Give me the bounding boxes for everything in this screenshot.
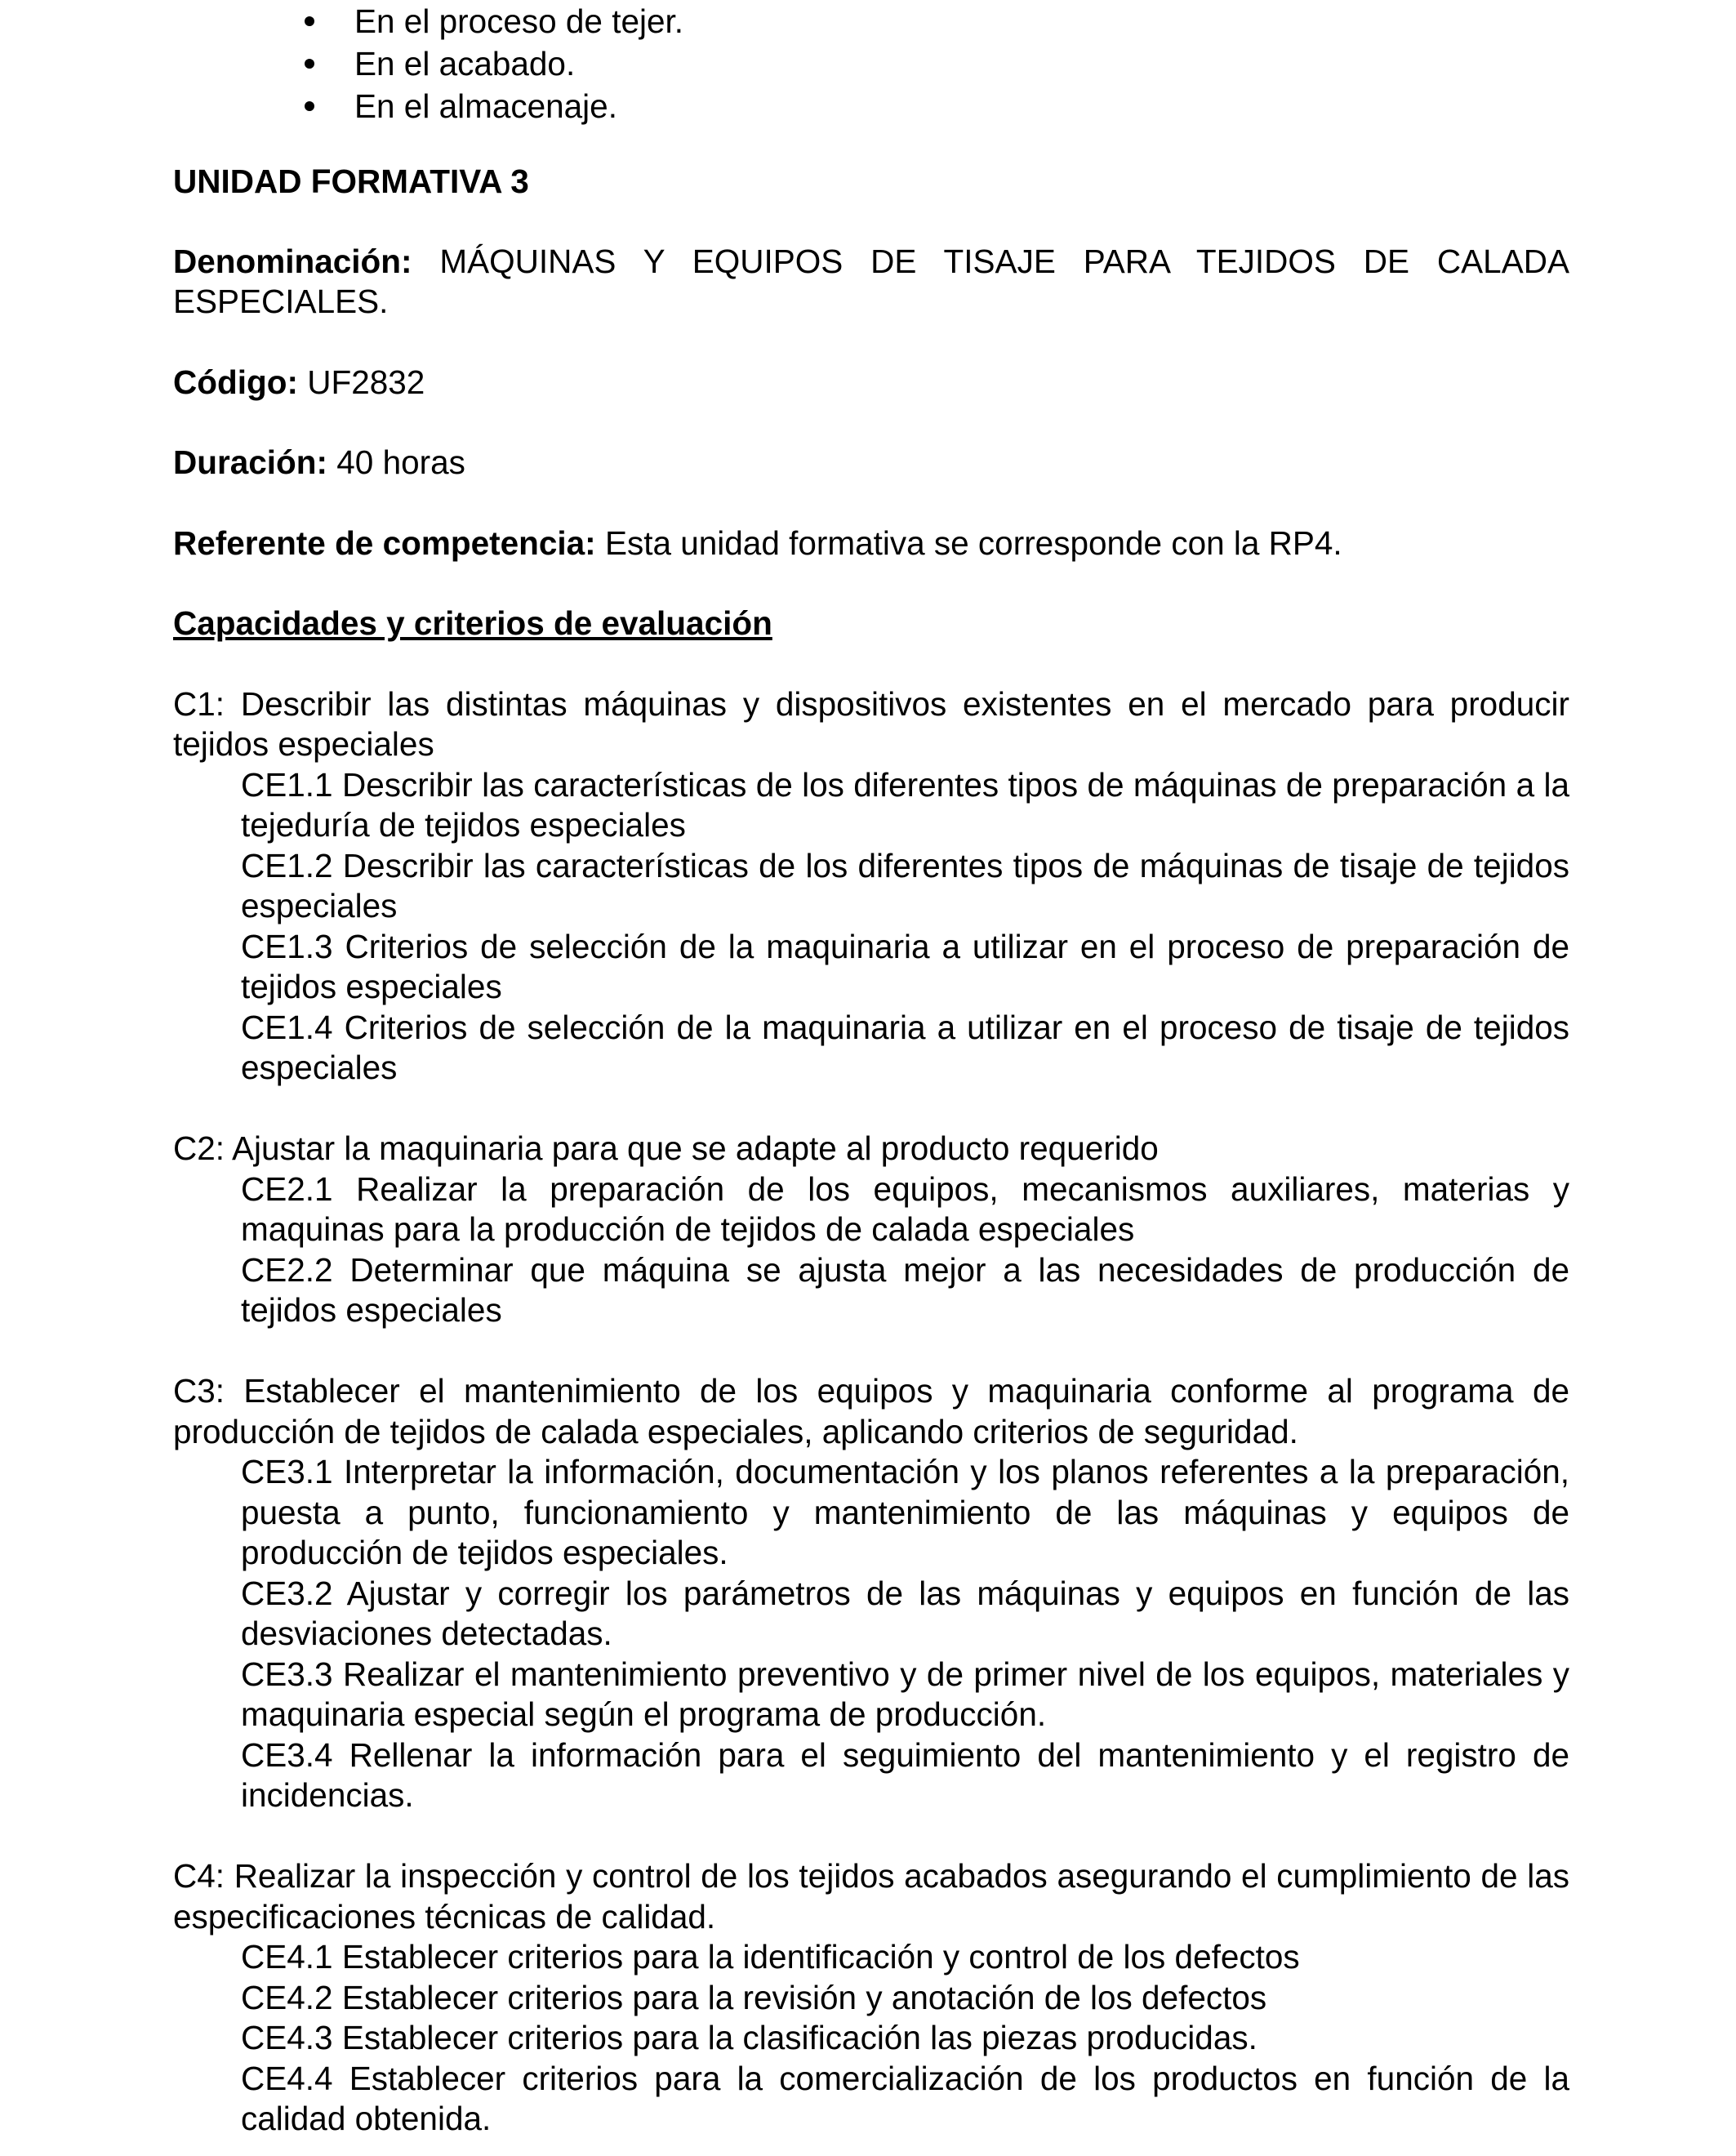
capacidad-text: C4: Realizar la inspección y control de los tejidos acabados asegurando el cumplimiento de las especificaciones técnicas de calidad. <box>173 1857 1569 1936</box>
capacidad-text: C1: Describir las distintas máquinas y dispositivos existentes en el mercado para producir tejidos especiales <box>173 684 1569 763</box>
criterio-text: CE3.1 Interpretar la información, documentación y los planos referentes a la preparación, puesta a punto, funcionamiento y mantenimiento de las máquinas y equipos de producción de tejidos especiales. <box>241 1453 1569 1571</box>
bullet-list <box>173 0 1569 127</box>
criterio-text: CE3.3 Realizar el mantenimiento preventivo y de primer nivel de los equipos, materiales y maquinaria especial según el programa de producción. <box>241 1655 1569 1733</box>
capacidad-block <box>173 1371 1569 1816</box>
denominacion-field <box>173 242 1569 323</box>
bullet-icon <box>305 101 314 111</box>
capacidad-text: C2: Ajustar la maquinaria para que se adapte al producto requerido <box>173 1129 1159 1167</box>
duracion-value: 40 horas <box>336 443 465 481</box>
duracion-field <box>173 443 1569 483</box>
bullet-icon <box>305 59 314 69</box>
capacidad-block <box>173 1856 1569 2140</box>
section-title: Capacidades y criterios de evaluación <box>173 604 772 642</box>
criterio-text: CE1.3 Criterios de selección de la maquinaria a utilizar en el proceso de preparación de tejidos especiales <box>241 927 1569 1005</box>
duracion-label: Duración: <box>173 443 328 481</box>
list-item-text: En el almacenaje. <box>354 87 617 125</box>
criterio-text: CE2.2 Determinar que máquina se ajusta mejor a las necesidades de producción de tejidos especiales <box>241 1250 1569 1329</box>
criterio-text: CE3.2 Ajustar y corregir los parámetros de las máquinas y equipos en función de las desviaciones detectadas. <box>241 1574 1569 1652</box>
referente-label: Referente de competencia: <box>173 523 596 562</box>
capacidad-block <box>173 1129 1569 1331</box>
list-item-text: En el acabado. <box>354 45 576 82</box>
criterio-text: CE4.1 Establecer criterios para la identificación y control de los defectos <box>241 1938 1300 1976</box>
unit-heading: UNIDAD FORMATIVA 3 <box>173 163 529 200</box>
denominacion-value: MÁQUINAS Y EQUIPOS DE TISAJE PARA TEJIDOS DE CALADA ESPECIALES. <box>173 242 1569 320</box>
document-page <box>173 0 1569 2140</box>
codigo-label: Código: <box>173 363 298 401</box>
criterio-text: CE1.4 Criterios de selección de la maquinaria a utilizar en el proceso de tisaje de tejidos especiales <box>241 1008 1569 1086</box>
criterio-text: CE3.4 Rellenar la información para el seguimiento del mantenimiento y el registro de incidencias. <box>241 1735 1569 1814</box>
criterio-text: CE4.3 Establecer criterios para la clasificación las piezas producidas. <box>241 2019 1257 2056</box>
capacidad-text: C3: Establecer el mantenimiento de los equipos y maquinaria conforme al programa de producción de tejidos de calada especiales, aplicando criterios de seguridad. <box>173 1372 1569 1450</box>
codigo-field <box>173 363 1569 403</box>
referente-value: Esta unidad formativa se corresponde con la RP4. <box>604 523 1342 562</box>
bullet-icon <box>305 16 314 26</box>
list-item <box>173 85 1569 127</box>
criterio-text: CE2.1 Realizar la preparación de los equipos, mecanismos auxiliares, materias y maquinas para la producción de tejidos de calada especiales <box>241 1169 1569 1248</box>
denominacion-label: Denominación: <box>173 242 412 280</box>
criterio-text: CE4.2 Establecer criterios para la revisión y anotación de los defectos <box>241 1978 1267 2016</box>
list-item <box>173 0 1569 42</box>
capacidad-block <box>173 684 1569 1089</box>
referente-field <box>173 523 1569 564</box>
codigo-value: UF2832 <box>307 363 425 401</box>
criterio-text: CE4.4 Establecer criterios para la comercialización de los productos en función de la calidad obtenida. <box>241 2059 1569 2137</box>
criterio-text: CE1.2 Describir las características de los diferentes tipos de máquinas de tisaje de tejidos especiales <box>241 846 1569 924</box>
criterio-text: CE1.1 Describir las características de los diferentes tipos de máquinas de preparación a la tejeduría de tejidos especiales <box>241 765 1569 844</box>
list-item-text: En el proceso de tejer. <box>354 2 684 40</box>
list-item <box>173 42 1569 85</box>
